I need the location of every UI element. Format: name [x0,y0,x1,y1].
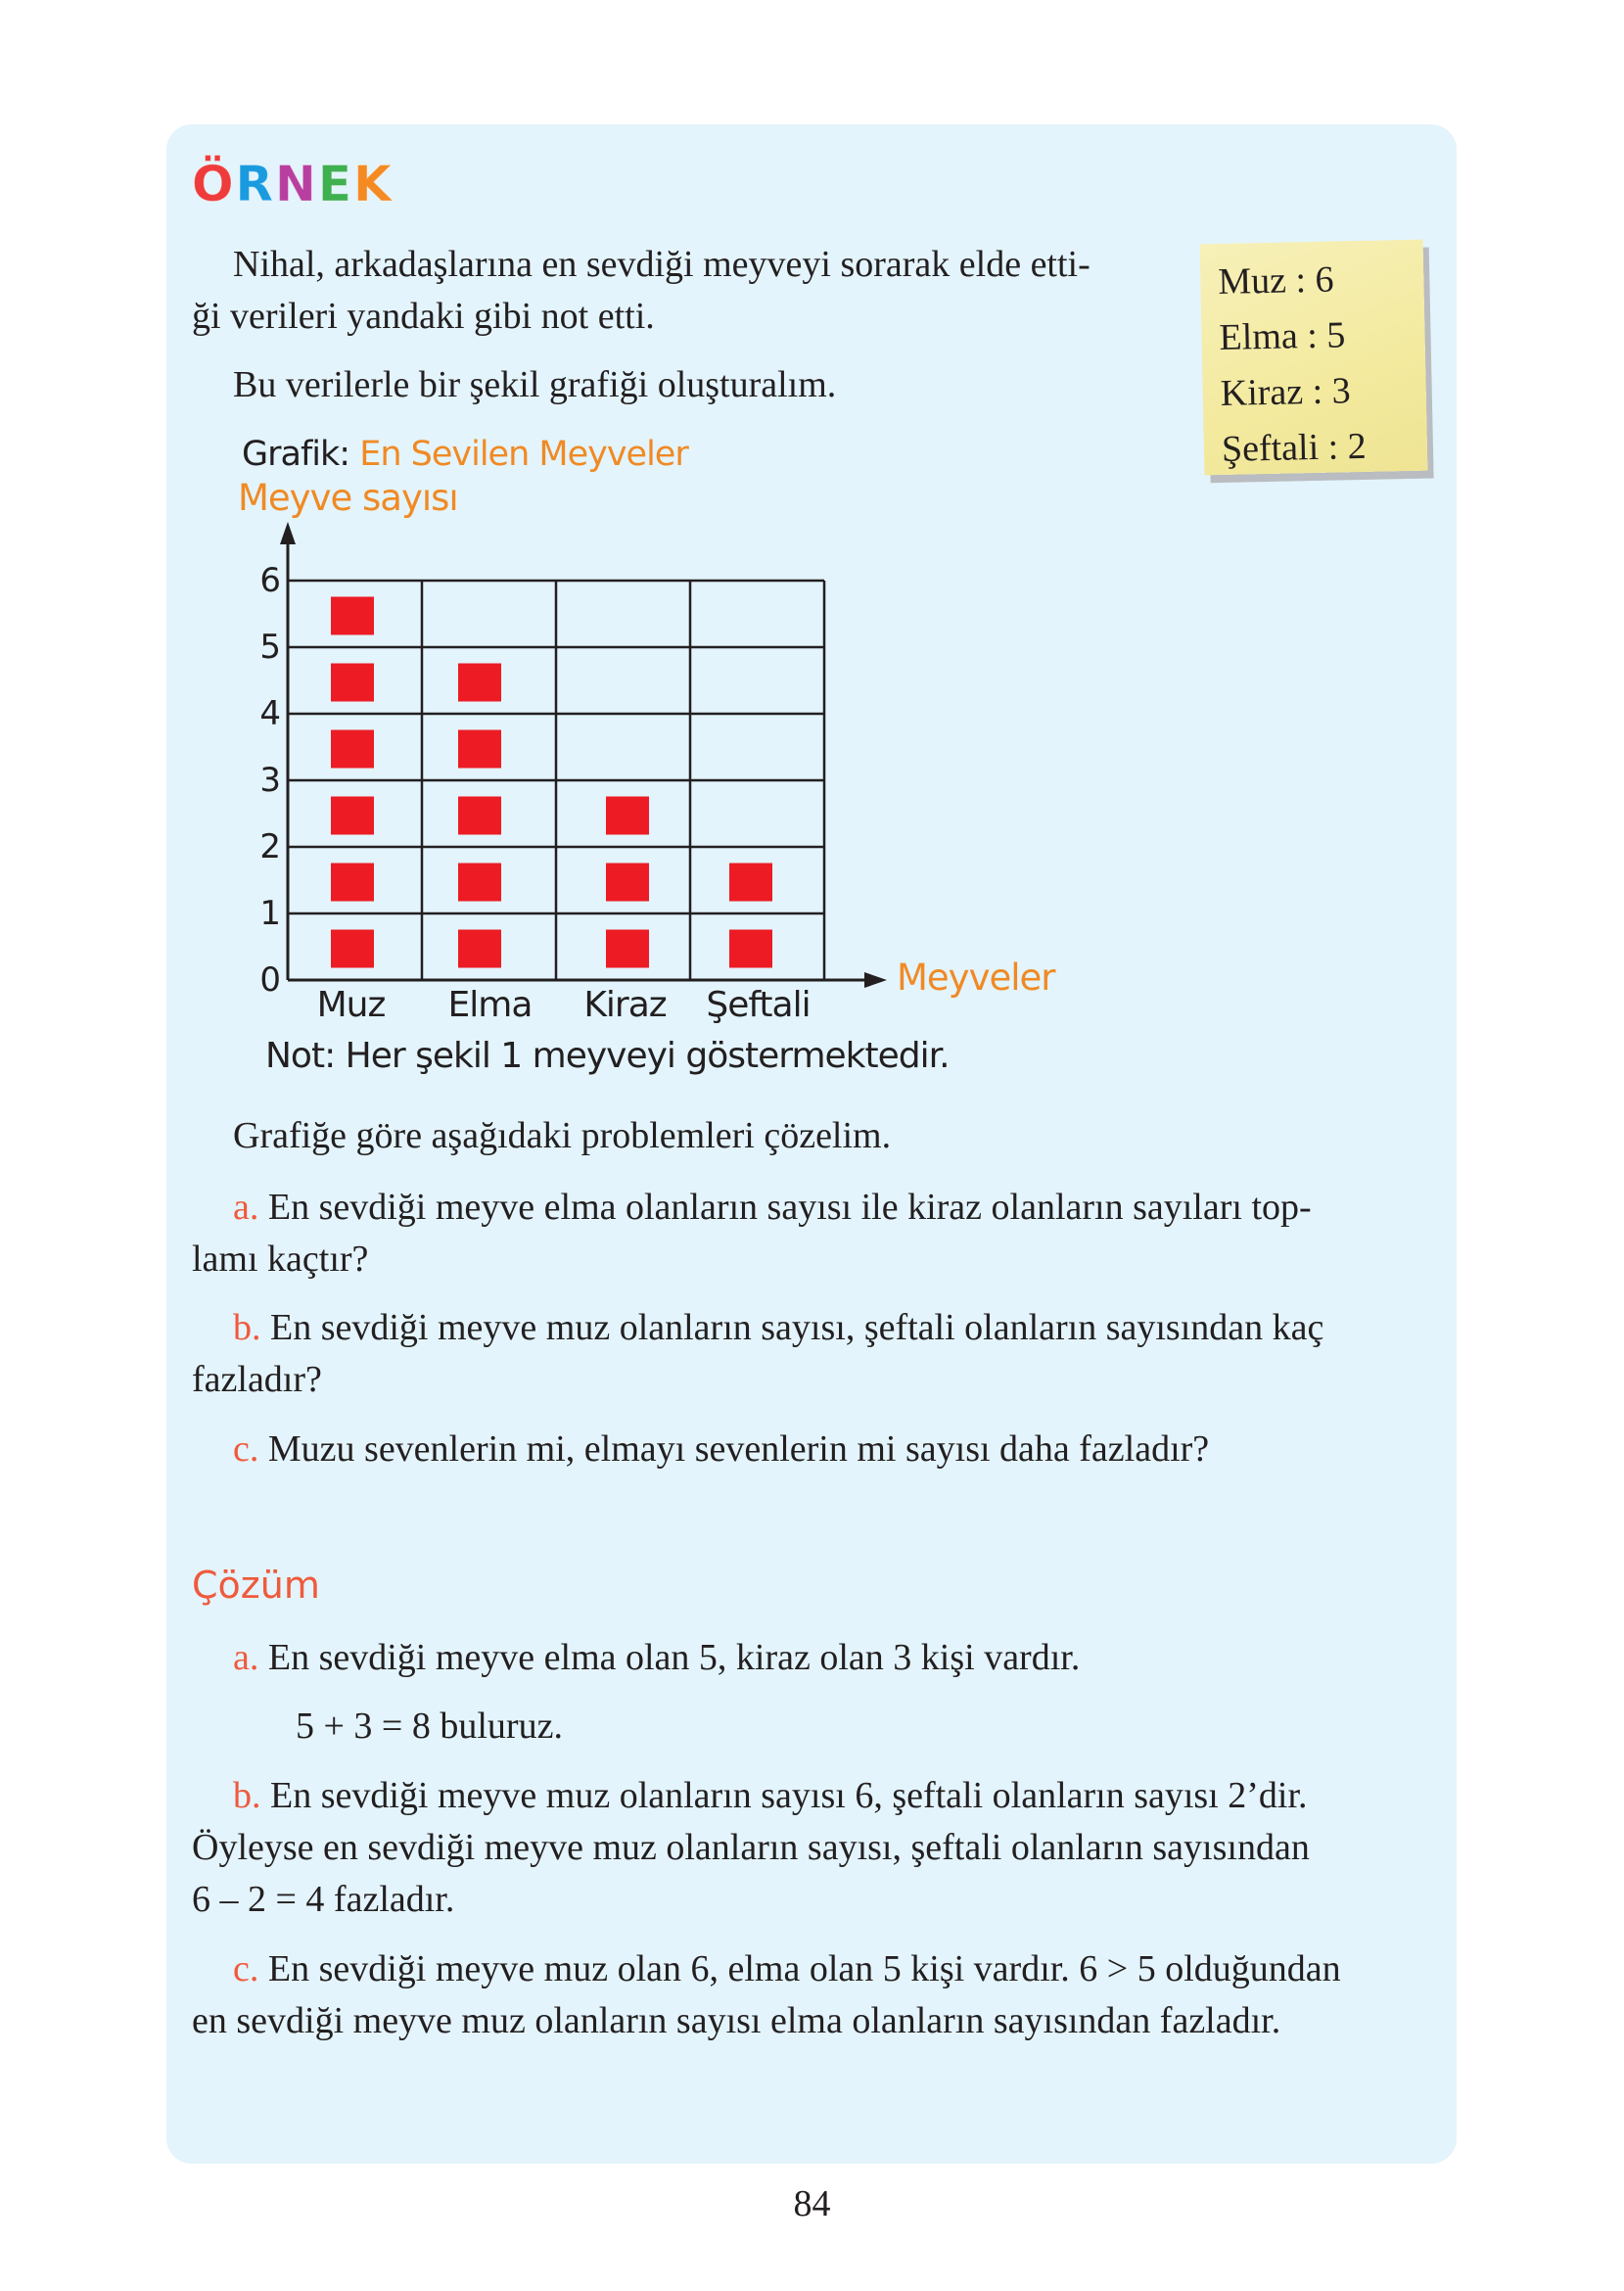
item-label: a. [233,1187,259,1228]
note-item: Elma : 5 [1219,314,1346,359]
y-axis-arrow-icon [280,522,296,544]
red-square-symbol [331,797,374,835]
red-square-symbol [458,664,501,702]
y-tick: 6 [259,561,281,600]
x-category-label: Kiraz [583,985,667,1025]
red-square-symbol [331,664,374,702]
chart-grid [288,581,824,980]
y-tick: 3 [259,761,281,800]
red-square-symbol [729,864,772,902]
red-square-symbol [458,864,501,902]
red-square-symbol [729,930,772,968]
problem-b-cont: fazladır? [192,1359,322,1400]
note-item: Kiraz : 3 [1220,370,1352,414]
note-item: Muz : 6 [1217,258,1334,304]
heading-letter: K [353,156,394,212]
solution-b-cont: Öyleyse en sevdiği meyve muz olanların sayısı, şeftali olanların sayısından [192,1827,1310,1868]
problems-intro: Grafiğe göre aşağıdaki problemleri çözelim. [233,1115,892,1156]
y-tick: 1 [259,894,281,933]
red-square-symbol [331,597,374,635]
solution-a-calc: 5 + 3 = 8 buluruz. [296,1706,563,1747]
chart-title: Grafik: En Sevilen Meyveler [242,435,688,474]
x-axis-arrow-icon [864,972,887,988]
red-square-symbol [331,864,374,902]
red-square-symbol [606,797,649,835]
problem-a: a. En sevdiği meyve elma olanların sayısı ile kiraz olanların sayıları top- [233,1187,1312,1228]
y-tick: 5 [259,628,281,667]
problem-a-cont: lamı kaçtır? [192,1239,369,1280]
red-square-symbol [606,930,649,968]
page-number: 84 [793,2183,831,2224]
solution-c-cont: en sevdiği meyve muz olanların sayısı elma olanların sayısından fazladır. [192,2000,1281,2041]
heading-letter: Ö [192,156,236,212]
x-axis-label: Meyveler [897,957,1055,999]
pictograph-chart [0,0,1624,1077]
item-label: b. [233,1307,261,1348]
heading-letter: E [317,156,354,212]
red-square-symbol [331,930,374,968]
y-tick: 2 [259,827,281,866]
problem-b: b. En sevdiği meyve muz olanların sayısı, şeftali olanların sayısından kaç [233,1307,1324,1348]
intro-line: Bu verilerle bir şekil grafiği oluşturalım. [233,364,837,405]
red-square-symbol [458,797,501,835]
solution-heading: Çözüm [192,1564,320,1607]
chart-title-text: En Sevilen Meyveler [359,435,688,474]
item-label: a. [233,1637,259,1678]
red-square-symbol [458,730,501,769]
solution-b: b. En sevdiği meyve muz olanların sayısı 6, şeftali olanların sayısı 2’dir. [233,1775,1308,1816]
item-label: b. [233,1775,261,1816]
x-category-label: Elma [447,985,533,1025]
x-category-label: Şeftali [706,985,811,1025]
intro-line: Nihal, arkadaşlarına en sevdiği meyveyi sorarak elde etti- [233,244,1090,285]
y-tick: 4 [259,694,281,733]
red-square-symbol [331,730,374,769]
solution-b-calc: 6 – 2 = 4 fazladır. [192,1879,455,1920]
x-category-label: Muz [316,985,386,1025]
solution-a: a. En sevdiği meyve elma olan 5, kiraz olan 3 kişi vardır. [233,1637,1081,1678]
y-axis-label: Meyve sayısı [238,477,458,519]
solution-c: c. En sevdiği meyve muz olan 6, elma olan 5 kişi vardır. 6 > 5 olduğundan [233,1948,1341,1989]
chart-symbols [331,597,772,968]
item-label: c. [233,1428,259,1470]
y-tick: 0 [259,960,281,1000]
problem-c: c. Muzu sevenlerin mi, elmayı sevenlerin mi sayısı daha fazladır? [233,1428,1210,1470]
note-item: Şeftali : 2 [1221,425,1368,470]
red-square-symbol [458,930,501,968]
heading-letter: R [235,156,276,212]
item-label: c. [233,1948,259,1989]
intro-line: ği verileri yandaki gibi not etti. [192,296,655,337]
chart-note: Not: Her şekil 1 meyveyi göstermektedir. [265,1036,950,1076]
heading-letter: N [275,156,318,212]
red-square-symbol [606,864,649,902]
